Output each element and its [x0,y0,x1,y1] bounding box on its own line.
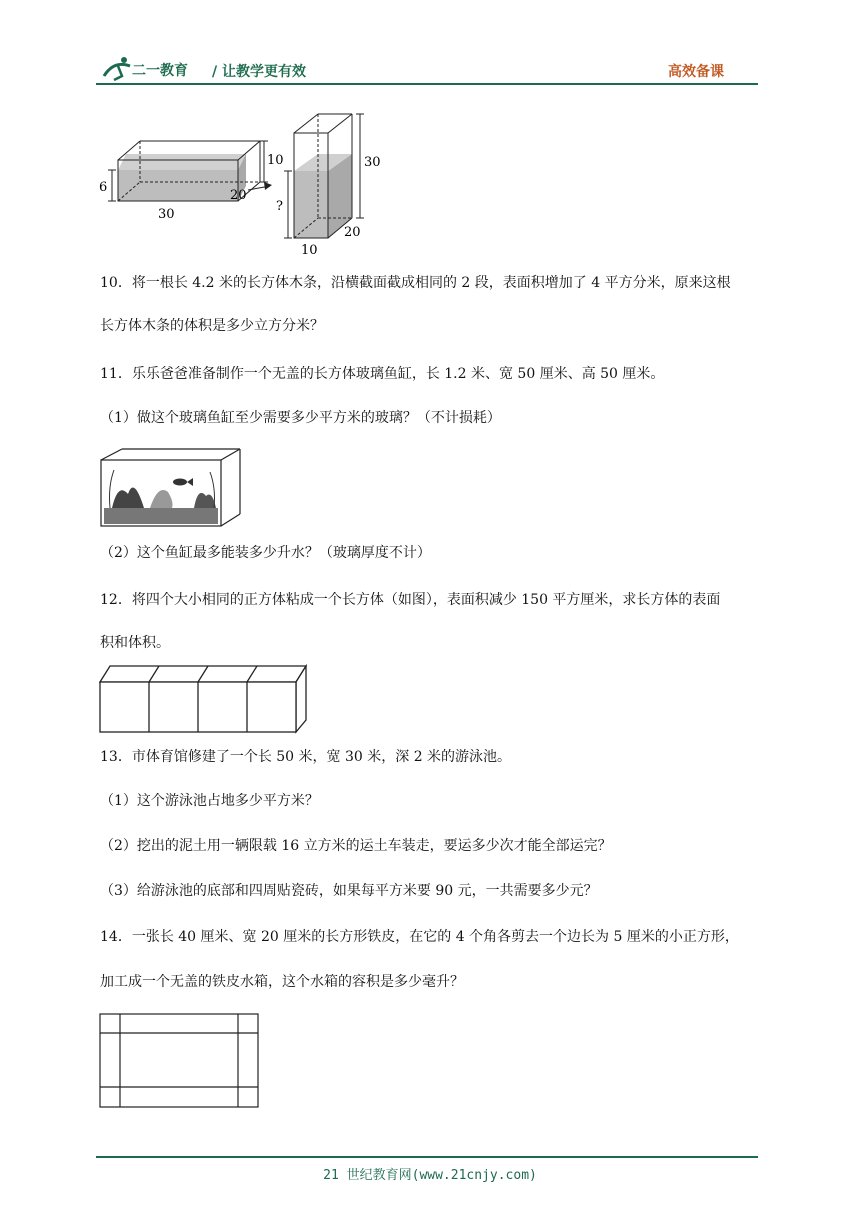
question-13-line-1: 13．市体育馆修建了一个长 50 米，宽 30 米，深 2 米的游泳池。 [100,749,512,765]
question-14-line-2: 加工成一个无盖的铁皮水箱，这个水箱的容积是多少毫升？ [100,974,464,990]
question-13-sub-3: （3）给游泳池的底部和四周贴瓷砖，如果每平方米要 90 元，一共需要多少元？ [100,883,598,899]
footer-text: 21 世纪教育网(www.21cnjy.com) [323,1168,537,1183]
left-length-label: 30 [158,207,175,222]
footer-divider [96,1156,758,1158]
question-12-line-1: 12．将四个大小相同的正方体粘成一个长方体（如图），表面积减少 150 平方厘米，求长方体的表面 [100,592,721,608]
header-right-label: 高效备课 [668,64,724,80]
right-unknown-label: ? [276,199,283,214]
fish-tank-illustration [98,446,244,530]
right-height-label: 30 [364,155,381,170]
question-10-line-2: 长方体木条的体积是多少立方分米？ [100,318,324,334]
right-width-label: 20 [344,225,361,240]
question-11-line-1: 11．乐乐爸爸准备制作一个无盖的长方体玻璃鱼缸，长 1.2 米、宽 50 厘米、高 50 厘米。 [100,366,665,382]
left-width-label: 20 [230,188,247,203]
left-water-front [118,170,238,201]
question-11-sub-2: （2）这个鱼缸最多能装多少升水？（玻璃厚度不计） [100,545,431,561]
question-12-line-2: 积和体积。 [100,635,170,651]
right-length-label: 10 [301,243,318,258]
question-13-sub-1: （1）这个游泳池占地多少平方米？ [100,793,319,809]
question-10-line-1: 10．将一根长 4.2 米的长方体木条，沿横截面截成相同的 2 段，表面积增加了 4 平方分米，原来这根 [100,275,731,291]
four-cubes-figure [98,664,310,736]
logo-text: 二一教育 [132,63,188,79]
header-divider [96,83,758,85]
left-water-top [118,154,246,170]
question-13-sub-2: （2）挖出的泥土用一辆限载 16 立方米的运土车装走，要运多少次才能全部运完？ [100,838,612,854]
header-slogan: / 让教学更有效 [212,64,306,80]
question-11-sub-1: （1）做这个玻璃鱼缸至少需要多少平方米的玻璃？（不计损耗） [100,410,501,426]
left-height-label: 10 [267,153,284,168]
left-water-label: 6 [99,180,108,195]
question-14-line-1: 14．一张长 40 厘米、宽 20 厘米的长方形铁皮，在它的 4 个角各剪去一个边长为 5 厘米的小正方形， [100,929,739,945]
iron-sheet-figure [98,1012,262,1110]
container-transfer-figure [98,108,388,260]
